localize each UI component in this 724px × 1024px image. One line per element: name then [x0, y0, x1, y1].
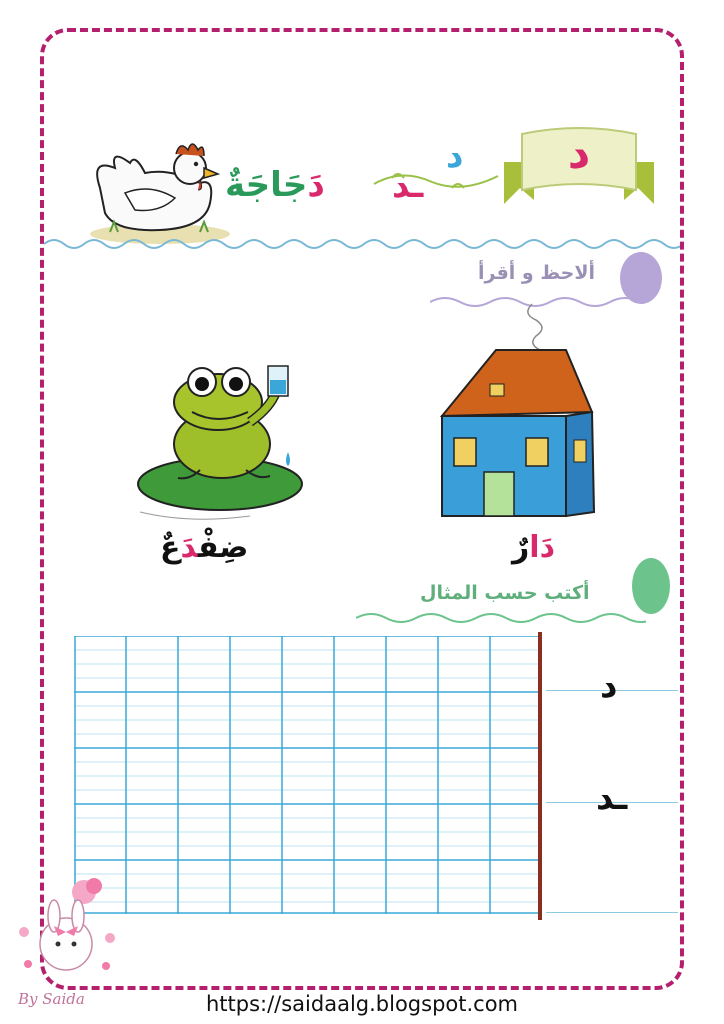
letter-form-isolated: د	[446, 136, 464, 176]
lesson-letter: د	[567, 128, 591, 179]
wave-divider	[44, 236, 680, 252]
write-label: أكتب حسب المثال	[420, 582, 590, 604]
word-highlight: دَ	[307, 165, 325, 205]
model-line-3	[546, 912, 678, 913]
lesson-word	[225, 165, 325, 205]
letter-form-final: ـد	[392, 166, 424, 206]
margin-rule	[538, 632, 542, 920]
word-frog	[160, 530, 248, 565]
signature: By Saida	[18, 990, 85, 1008]
model-letter-isolated: د	[600, 666, 618, 706]
word-frog-highlight: دَ	[180, 530, 198, 565]
letter-banner	[500, 120, 658, 210]
word-rest: جَاجَةٌ	[225, 165, 308, 205]
word-house-highlight: دَا	[529, 530, 555, 565]
word-house-rest: رٌ	[512, 530, 530, 565]
hen-illustration	[80, 128, 240, 248]
write-underline	[356, 608, 646, 624]
writing-grid	[74, 636, 542, 914]
bunny-logo	[14, 872, 124, 990]
observe-label: ألاحظ و أقرأ	[478, 262, 596, 284]
word-frog-end: عٌ	[160, 530, 181, 565]
word-frog-start: ضِفْ	[197, 530, 249, 565]
model-letter-final: ـد	[596, 778, 628, 818]
footer-url[interactable]: https://saidaalg.blogspot.com	[205, 992, 519, 1016]
house-illustration	[436, 300, 602, 522]
word-house	[512, 530, 555, 565]
frog-illustration	[130, 352, 330, 522]
write-bullet	[632, 558, 670, 614]
